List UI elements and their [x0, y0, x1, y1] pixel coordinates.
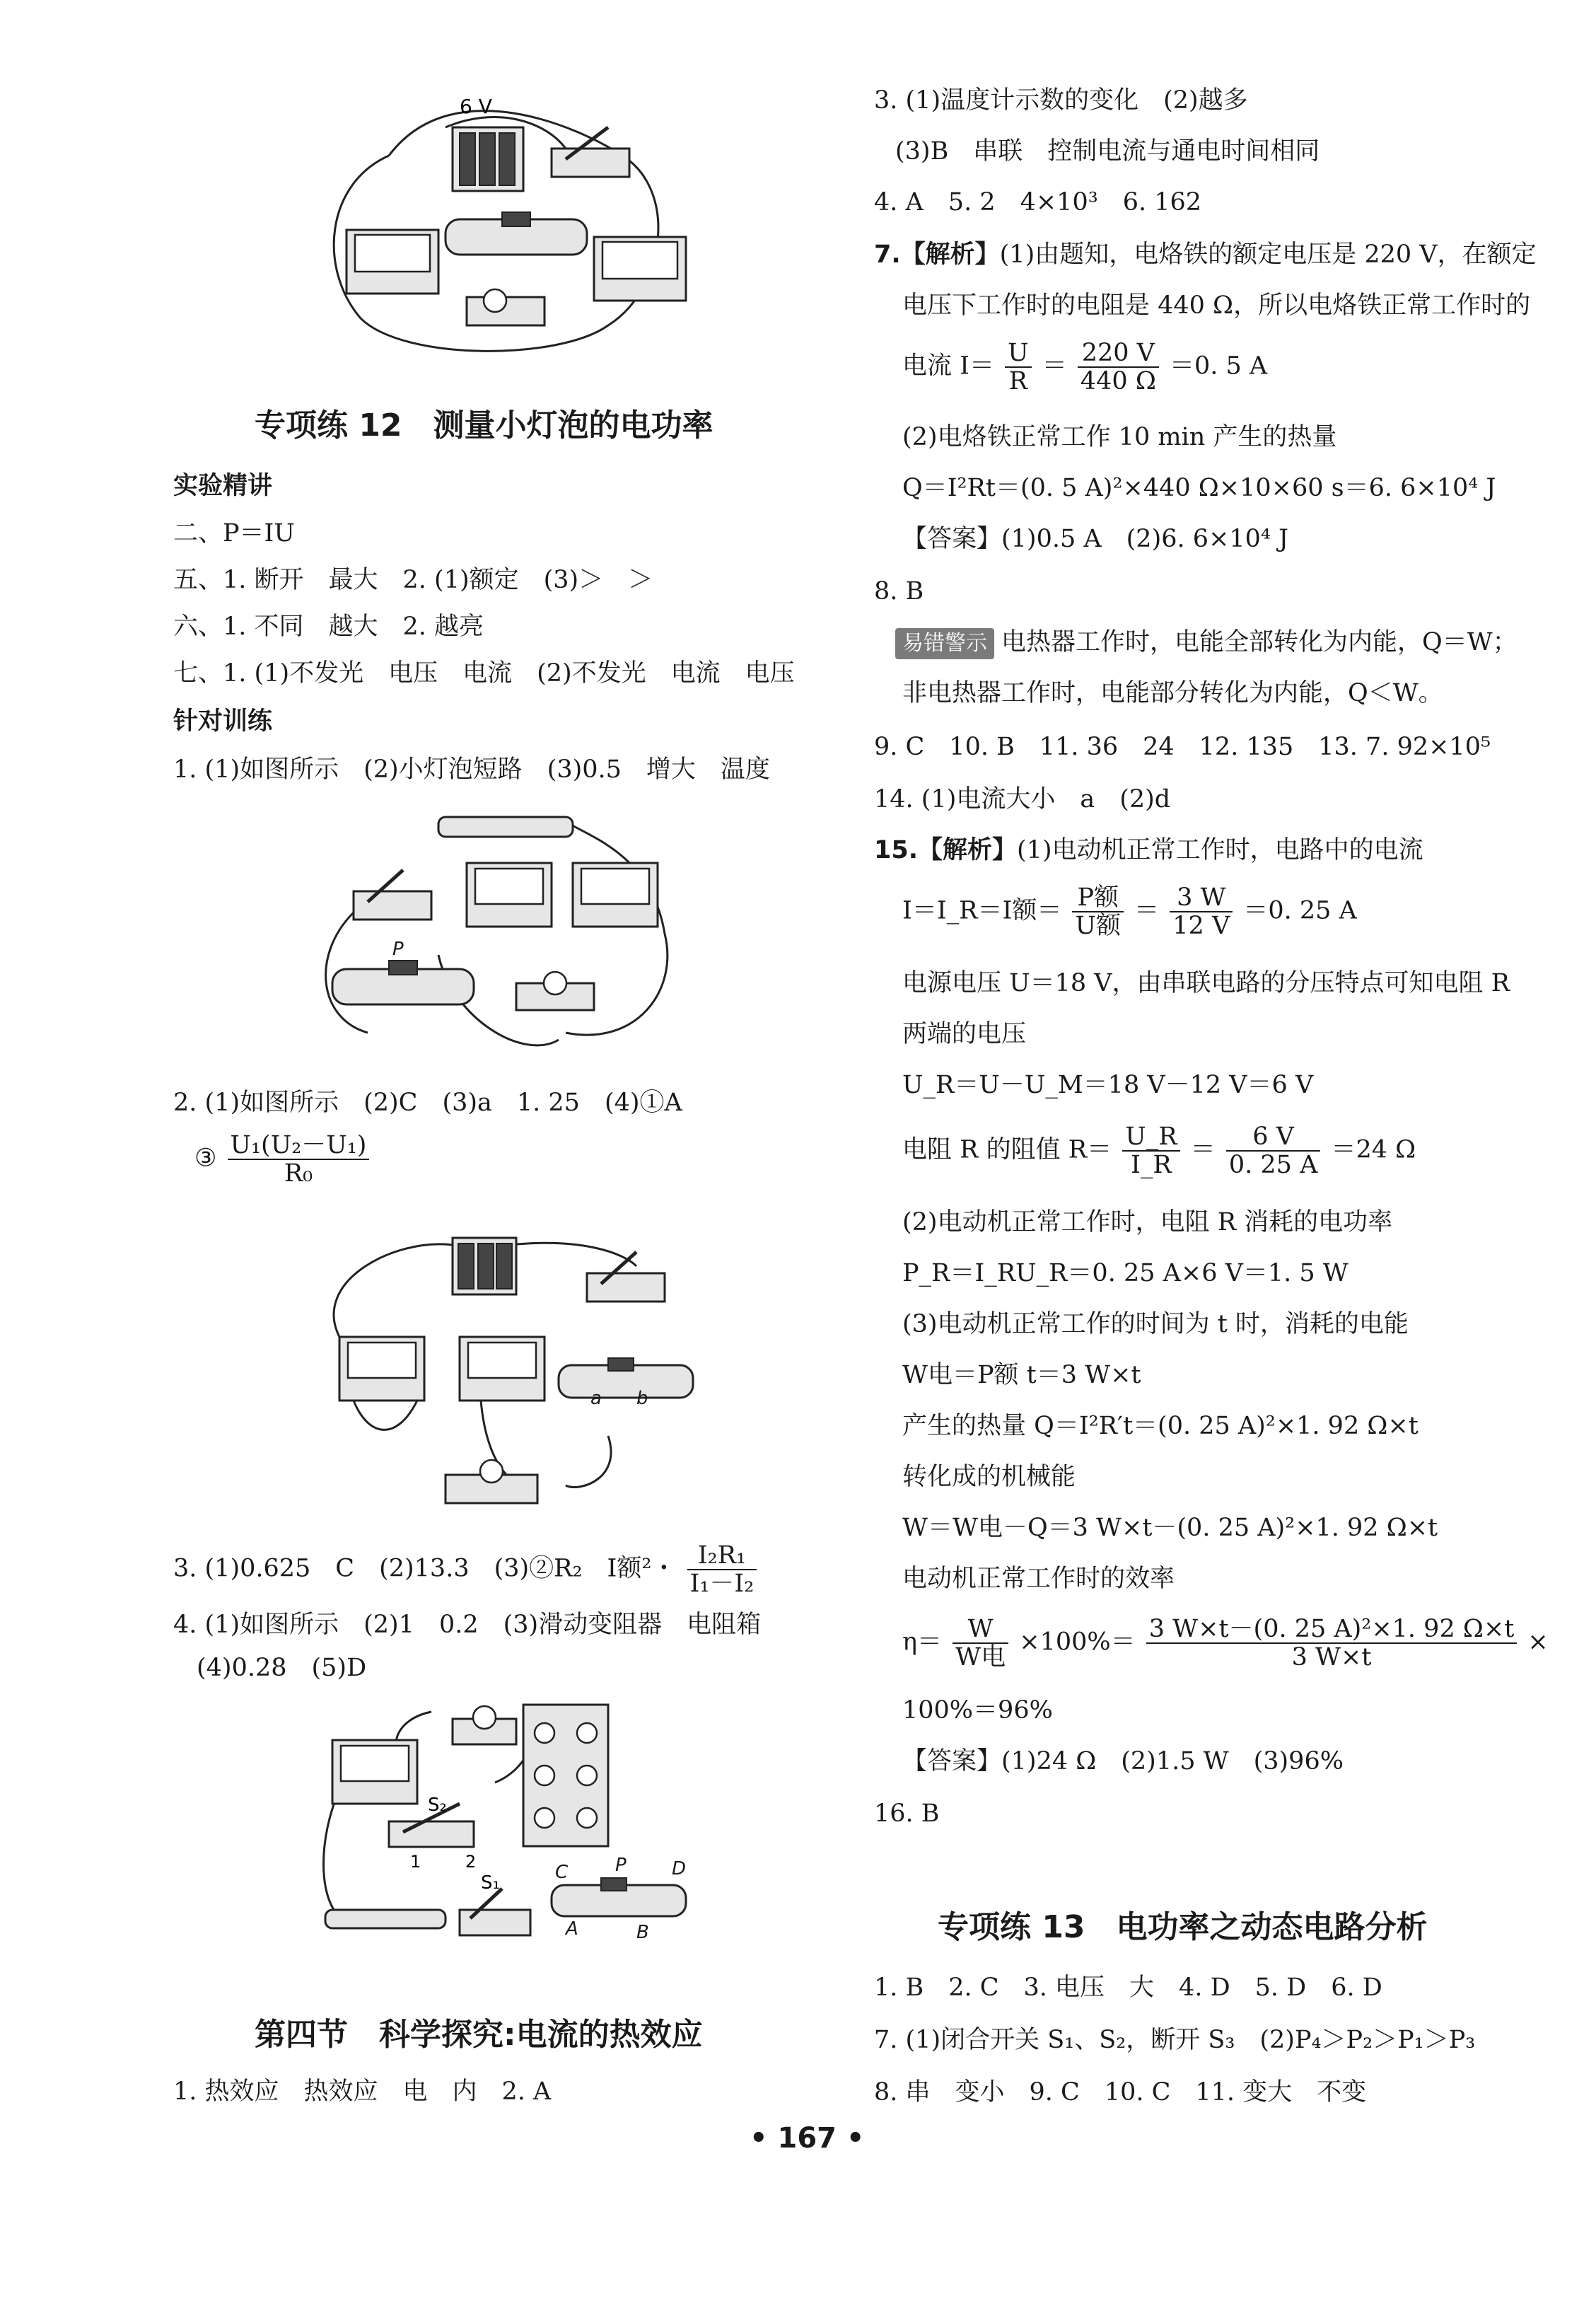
denominator: 0. 25 A: [1228, 1151, 1318, 1179]
r15-line-7: (2)电动机正常工作时，电阻 R 消耗的电功率: [902, 1208, 1393, 1236]
numerator: 6 V: [1226, 1123, 1320, 1152]
r3-line-2: (3)B 串联 控制电流与通电时间相同: [895, 137, 1320, 166]
section-4-title: 第四节 科学探究:电流的热效应: [255, 2017, 703, 2053]
r14-line: 14. (1)电流大小 a (2)d: [874, 785, 1171, 813]
circuit-figure-3: [311, 1224, 707, 1507]
eta-prefix: η＝: [902, 1628, 942, 1657]
r4-line: 4. A 5. 2 4×10³ 6. 162: [874, 188, 1202, 216]
r8-line: 8. B: [874, 577, 924, 605]
r15-line-4: 两端的电压: [902, 1020, 1027, 1048]
question-1: 1. (1)如图所示 (2)小灯泡短路 (3)0.5 增大 温度: [173, 755, 770, 784]
label-b: b: [636, 1388, 648, 1409]
numerator: P额: [1072, 884, 1124, 912]
fraction: [1170, 884, 1233, 939]
fraction: [1226, 1123, 1320, 1178]
question-3: [173, 1542, 759, 1597]
rheostat-label-b: B: [636, 1922, 649, 1943]
r15-line-12: 转化成的机械能: [902, 1463, 1076, 1491]
question-2: 2. (1)如图所示 (2)C (3)a 1. 25 (4)①A: [173, 1089, 682, 1117]
question-4-line-2: (4)0.28 (5)D: [197, 1654, 367, 1682]
fraction: [1078, 340, 1159, 395]
r7-line-2: 电压下工作时的电阻是 440 Ω，所以电烙铁正常工作时的: [902, 291, 1531, 320]
equals: ＝: [1042, 352, 1067, 381]
r7-head: 7.【解析】: [874, 240, 1000, 269]
numerator: 3 W×t－(0. 25 A)²×1. 92 Ω×t: [1146, 1616, 1517, 1644]
eta-suffix: ×: [1527, 1628, 1549, 1657]
fraction: [1146, 1616, 1517, 1671]
s13-line-2: 7. (1)闭合开关 S₁、S₂，断开 S₃ (2)P₄＞P₂＞P₁＞P₃: [874, 2026, 1476, 2054]
terminal-label-1: 1: [410, 1852, 421, 1872]
numerator: 3 W: [1170, 884, 1233, 912]
r15-line-6: [902, 1123, 1416, 1178]
s13-line-1: 1. B 2. C 3. 电压 大 4. D 5. D 6. D: [874, 1973, 1382, 2002]
numerator: I₂R₁: [687, 1542, 757, 1570]
fraction: [953, 1616, 1008, 1671]
r15-text: (1)电动机正常工作时，电路中的电流: [1017, 836, 1423, 864]
numerator: U: [1005, 340, 1032, 368]
numerator: W: [953, 1616, 1008, 1644]
r15-line-14: 电动机正常工作时的效率: [902, 1565, 1175, 1593]
r15-line-1: [874, 835, 1423, 866]
denominator: I_R: [1131, 1151, 1172, 1179]
r15-line-11: 产生的热量 Q＝I²R′t＝(0. 25 A)²×1. 92 Ω×t: [902, 1412, 1419, 1440]
question-4-line-1: 4. (1)如图所示 (2)1 0.2 (3)滑动变阻器 电阻箱: [173, 1611, 762, 1639]
denominator: R₀: [284, 1159, 313, 1188]
switch-label-s2: S₂: [428, 1795, 447, 1816]
battery-label: 6 V: [460, 95, 492, 118]
s13-line-3: 8. 串 变小 9. C 10. C 11. 变大 不变: [874, 2078, 1367, 2106]
rheostat-label-c: C: [555, 1862, 569, 1883]
switch-label-s1: S₁: [481, 1872, 500, 1894]
label-a: a: [590, 1388, 602, 1409]
r15-head: 15.【解析】: [874, 836, 1018, 864]
r15-line-8: P_R＝I_RU_R＝0. 25 A×6 V＝1. 5 W: [902, 1259, 1349, 1287]
r15-suffix: ＝0. 25 A: [1243, 896, 1357, 925]
numerator: U_R: [1122, 1123, 1179, 1152]
subheading-experiment: 实验精讲: [173, 472, 273, 500]
r7-answer: 【答案】(1)0.5 A (2)6. 6×10⁴ J: [902, 525, 1289, 553]
page-number: • 167 •: [750, 2122, 865, 2155]
r7-line-3: [902, 340, 1267, 395]
warning-line-2: 非电热器工作时，电能部分转化为内能，Q＜W。: [902, 679, 1443, 707]
warning-text: 电热器工作时，电能全部转化为内能，Q＝W；: [1001, 628, 1518, 656]
subheading-training: 针对训练: [173, 707, 273, 736]
r7-prefix: 电流 I＝: [902, 352, 994, 381]
percent-eq: ×100%＝: [1019, 1628, 1136, 1657]
fraction: [1005, 340, 1032, 395]
circuit-figure-4: [311, 1698, 707, 1952]
r7-line-1: [874, 239, 1537, 270]
denominator: 440 Ω: [1080, 367, 1156, 395]
fraction: [1072, 884, 1124, 939]
r15-prefix: 电阻 R 的阻值 R＝: [902, 1135, 1112, 1164]
r15-prefix: I＝I_R＝I额＝: [902, 896, 1062, 925]
warning-line-1: [895, 627, 1518, 659]
q3-text: 3. (1)0.625 C (2)13.3 (3)②R₂ I额²・: [173, 1554, 677, 1583]
slider-label-p: P: [392, 939, 404, 960]
r15-line-5: U_R＝U－U_M＝18 V－12 V＝6 V: [902, 1071, 1314, 1099]
r15-suffix: ＝24 Ω: [1331, 1135, 1416, 1164]
r7-line-4: (2)电烙铁正常工作 10 min 产生的热量: [902, 423, 1337, 451]
r7-line-5: Q＝I²Rt＝(0. 5 A)²×440 Ω×10×60 s＝6. 6×10⁴ J: [902, 474, 1496, 502]
r15-line-13: W＝W电－Q＝3 W×t－(0. 25 A)²×1. 92 Ω×t: [902, 1514, 1438, 1542]
denominator: W电: [955, 1643, 1006, 1671]
r15-line-2: [902, 884, 1357, 939]
fraction: [1122, 1123, 1179, 1178]
circuit-figure-2: [311, 806, 707, 1068]
r15-line-10: W电＝P额 t＝3 W×t: [902, 1361, 1141, 1389]
r3-line-1: 3. (1)温度计示数的变化 (2)越多: [874, 86, 1248, 115]
denominator: I₁－I₂: [689, 1570, 755, 1598]
numerator: U₁(U₂－U₁): [228, 1132, 370, 1160]
answer-line-wu: 五、1. 断开 最大 2. (1)额定 (3)＞ ＞: [173, 566, 653, 594]
formula-prefix: ③: [194, 1144, 217, 1173]
section-12-title: 专项练 12 测量小灯泡的电功率: [255, 407, 713, 444]
section-4-line-1: 1. 热效应 热效应 电 内 2. A: [173, 2077, 552, 2106]
r15-line-9: (3)电动机正常工作的时间为 t 时，消耗的电能: [902, 1310, 1409, 1338]
r9-line: 9. C 10. B 11. 36 24 12. 135 13. 7. 92×10⁵: [874, 733, 1491, 761]
r7-text: (1)由题知，电烙铁的额定电压是 220 V，在额定: [999, 240, 1537, 269]
r7-suffix: ＝0. 5 A: [1169, 352, 1268, 381]
circuit-figure-1: [311, 85, 700, 368]
section-13-title: 专项练 13 电功率之动态电路分析: [938, 1909, 1428, 1945]
answer-line-er: 二、P＝IU: [173, 519, 295, 547]
denominator: R: [1008, 367, 1028, 395]
fraction: [687, 1542, 757, 1597]
denominator: U额: [1075, 912, 1121, 940]
answer-line-qi: 七、1. (1)不发光 电压 电流 (2)不发光 电流 电压: [173, 659, 795, 688]
answer-line-liu: 六、1. 不同 越大 2. 越亮: [173, 613, 484, 641]
r16-line: 16. B: [874, 1799, 940, 1828]
rheostat-label-p: P: [615, 1855, 627, 1876]
terminal-label-2: 2: [465, 1852, 477, 1872]
equals: ＝: [1134, 896, 1160, 925]
r15-answer: 【答案】(1)24 Ω (2)1.5 W (3)96%: [902, 1747, 1344, 1775]
denominator: 12 V: [1172, 912, 1230, 940]
r15-line-16: 100%＝96%: [902, 1696, 1053, 1725]
rheostat-label-a: A: [566, 1918, 578, 1940]
warning-tag: 易错警示: [895, 628, 994, 659]
r15-line-3: 电源电压 U＝18 V，由串联电路的分压特点可知电阻 R: [902, 969, 1510, 997]
rheostat-label-d: D: [672, 1858, 687, 1879]
numerator: 220 V: [1078, 340, 1159, 368]
equals: ＝: [1190, 1135, 1216, 1164]
question-2-formula: [194, 1132, 372, 1187]
denominator: 3 W×t: [1291, 1643, 1372, 1671]
r15-line-15: [902, 1616, 1549, 1671]
fraction: [228, 1132, 370, 1187]
